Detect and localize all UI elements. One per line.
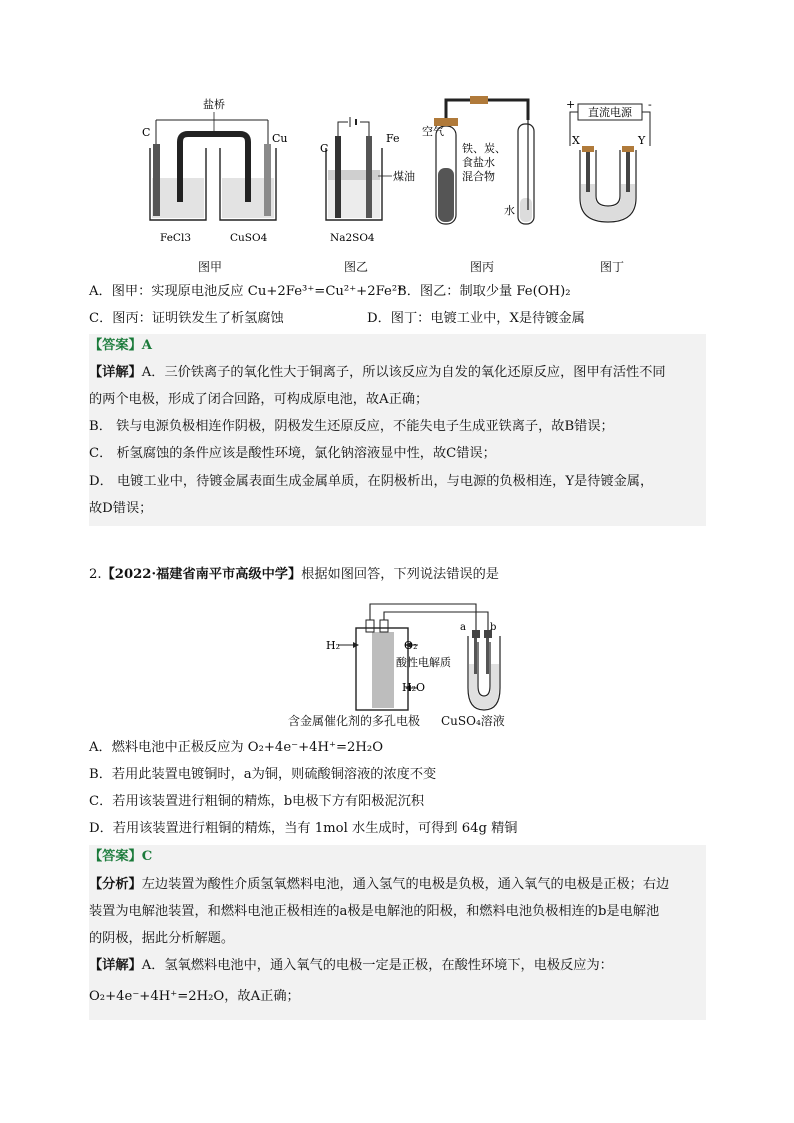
q1-answer-line	[89, 337, 152, 355]
q2-h2-label: H₂	[326, 639, 341, 652]
figure-ding-diagram	[566, 98, 652, 222]
q2-detail-line-2: O₂+4e⁻+4H⁺=2H₂O，故A正确；	[89, 989, 300, 1004]
q2-answer-tag: 【答案】	[89, 849, 142, 864]
caption-ding: 图丁	[599, 260, 624, 274]
power-source-label: 直流电源	[588, 106, 632, 119]
q1-option-b: B．图乙：制取少量 Fe(OH)₂	[397, 284, 571, 299]
q2-analysis-line-2: 装置为电解池装置，和燃料电池正极相连的a极是电解池的阳极，和燃料电池负极相连的b是电解池	[89, 904, 660, 919]
q2-number: 2.	[89, 567, 102, 582]
q1-figures	[130, 90, 670, 270]
figure-jia-diagram	[142, 97, 288, 244]
q1-detail-text: A．三价铁离子的氧化性大于铜离子，所以该反应为自发的氧化还原反应，图甲有活性不同	[141, 365, 666, 380]
q2-solution-caption: CuSO₄溶液	[441, 714, 505, 728]
answer-tag: 【答案】	[89, 338, 142, 353]
q2-analysis-line-1	[89, 876, 669, 894]
mixture-label-1: 铁、炭、	[462, 142, 506, 155]
yi-left-electrode-label: C	[320, 142, 329, 155]
q2-electrolyte-label: 酸性电解质	[396, 656, 451, 669]
q2-a-label: a	[460, 622, 466, 633]
kerosene-label: 煤油	[393, 170, 415, 183]
water-label: 水	[504, 204, 515, 217]
detail-tag: 【详解】	[89, 365, 142, 380]
jia-left-solution-label: FeCl3	[160, 232, 191, 244]
jia-right-solution-label: CuSO4	[230, 232, 268, 244]
q1-detail-line-2: 的两个电极，形成了闭合回路，可构成原电池，故A正确；	[89, 392, 429, 407]
q2-option-b: B．若用此装置电镀铜时，a为铜，则硫酸铜溶液的浓度不变	[89, 767, 437, 782]
q2-o2-label: O₂	[404, 639, 418, 652]
q2-figure	[280, 592, 520, 732]
q1-option-c: C．图丙：证明铁发生了析氢腐蚀	[89, 311, 284, 326]
q2-source: 【2022·福建省南平市高级中学】	[101, 567, 302, 582]
jia-left-electrode-label: C	[142, 126, 151, 139]
jia-right-electrode-label: Cu	[272, 132, 288, 145]
q2-answer-line	[89, 848, 152, 866]
figure-yi-diagram	[320, 117, 415, 244]
caption-yi: 图乙	[343, 260, 368, 274]
q2-analysis-text: 左边装置为酸性介质氢氧燃料电池，通入氢气的电极是负极，通入氧气的电极是正极；右边	[141, 877, 670, 892]
y-electrode-label: Y	[638, 134, 646, 147]
q1-detail-line-1	[89, 364, 666, 382]
q2-b-label: b	[490, 622, 497, 633]
q1-detail-line-4: C． 析氢腐蚀的条件应该是酸性环境，氯化钠溶液显中性，故C错误；	[89, 446, 496, 461]
q2-option-d: D．若用该装置进行粗铜的精炼，当有 1mol 水生成时，可得到 64g 精铜	[89, 821, 518, 836]
q1-detail-line-5: D． 电镀工业中，待镀金属表面生成金属单质，在阴极析出，与电源的负极相连，Y是待镀金属，	[89, 474, 654, 489]
q2-stem	[89, 566, 499, 584]
mixture-label-3: 混合物	[462, 170, 495, 183]
power-minus-label: -	[648, 98, 652, 111]
caption-bing: 图丙	[469, 260, 494, 274]
q2-h2o-label: H₂O	[402, 681, 426, 694]
yi-solution-label: Na2SO4	[330, 232, 375, 244]
q2-option-c: C．若用该装置进行粗铜的精炼，b电极下方有阳极泥沉积	[89, 794, 425, 809]
q2-analysis-line-3: 的阴极，据此分析解题。	[89, 931, 235, 946]
q2-detail-tag: 【详解】	[89, 958, 142, 973]
q2-detail-text: A．氢氧燃料电池中，通入氧气的电极一定是正极，在酸性环境下，电极反应为：	[141, 958, 613, 973]
q2-answer-value: C	[141, 849, 153, 864]
q1-detail-line-3: B． 铁与电源负极相连作阴极，阴极发生还原反应，不能失电子生成亚铁离子，故B错误；	[89, 419, 614, 434]
air-label: 空气	[422, 125, 444, 138]
x-electrode-label: X	[572, 134, 580, 147]
q1-detail-line-6: 故D错误；	[89, 501, 153, 516]
q2-detail-line-1	[89, 957, 613, 975]
salt-bridge-label: 盐桥	[203, 98, 225, 111]
yi-right-electrode-label: Fe	[386, 132, 400, 145]
q1-option-a: A．图甲：实现原电池反应 Cu+2Fe³⁺=Cu²⁺+2Fe²⁺	[89, 284, 405, 299]
q2-stem-text: 根据如图回答，下列说法错误的是	[301, 567, 499, 582]
mixture-label-2: 食盐水	[462, 156, 495, 169]
q2-option-a: A．燃料电池中正极反应为 O₂+4e⁻+4H⁺=2H₂O	[89, 740, 384, 755]
figure-bing-diagram	[422, 96, 534, 224]
answer-value: A	[141, 338, 152, 353]
caption-jia: 图甲	[197, 260, 222, 274]
power-plus-label: +	[566, 98, 576, 111]
analysis-tag: 【分析】	[89, 877, 142, 892]
q2-porous-caption: 含金属催化剂的多孔电极	[288, 714, 421, 728]
q1-option-d: D．图丁：电镀工业中，X是待镀金属	[367, 311, 585, 326]
